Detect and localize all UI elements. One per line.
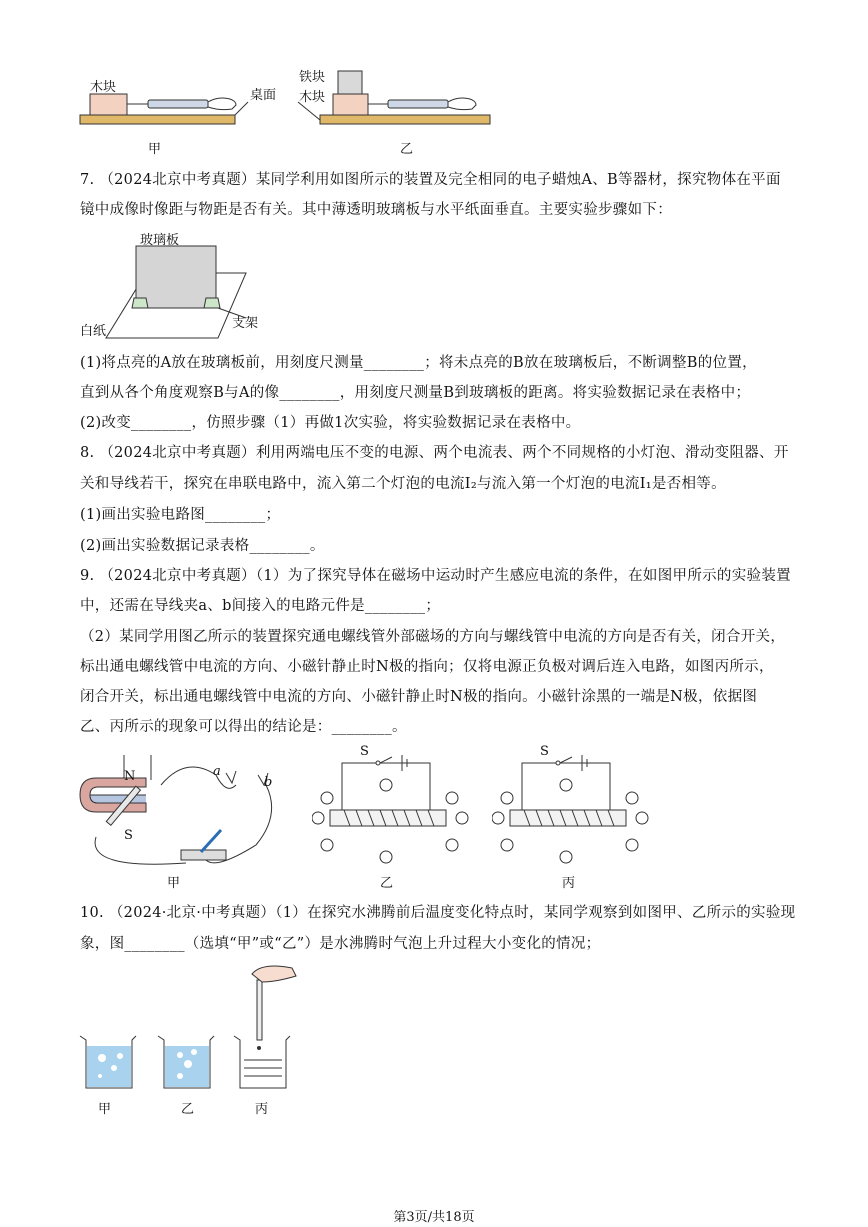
q10-line1: 10. （2024·北京·中考真题）（1）在探究水沸腾前后温度变化特点时，某同学观察到如图甲、乙所示的实验现 <box>80 905 796 921</box>
label-clip-b: b <box>264 775 273 790</box>
q7-step1a: (1)将点亮的A放在玻璃板前，用刻度尺测量________；将未点亮的B放在玻璃板后，不断调整B的位置， <box>80 355 757 371</box>
label-wood-block-2: 木块 <box>299 90 326 105</box>
label-switch-yi: S <box>360 744 369 759</box>
friction-figure <box>70 62 510 162</box>
label-white-paper: 白纸 <box>80 324 107 339</box>
label-magnet-s: S <box>124 828 133 843</box>
label-clip-a: a <box>213 764 221 779</box>
induction-figure <box>76 745 296 875</box>
page-footer: 第3页/共18页 <box>393 1210 475 1225</box>
caption-jia: 甲 <box>148 142 162 157</box>
caption-fig-jia: 甲 <box>167 876 181 891</box>
q10-line2: 象，图________（选填“甲”或“乙”）是水沸腾时气泡上升过程大小变化的情况； <box>80 936 601 952</box>
caption-beaker-yi: 乙 <box>181 1102 195 1117</box>
label-wood-block: 木块 <box>90 80 117 95</box>
q7-line2: 镜中成像时像距与物距是否有关。其中薄透明玻璃板与水平纸面垂直。主要实验步骤如下： <box>80 202 672 218</box>
caption-yi: 乙 <box>400 142 414 157</box>
q9-line2: 中，还需在导线夹a、b间接入的电路元件是________； <box>80 598 441 614</box>
caption-fig-yi: 乙 <box>380 876 394 891</box>
q8-line2: 关和导线若干，探究在串联电路中，流入第二个灯泡的电流I₂与流入第一个灯泡的电流I₁是否相等。 <box>80 476 726 492</box>
label-desk-surface: 桌面 <box>250 88 277 103</box>
q9-line3: （2）某同学用图乙所示的装置探究通电螺线管外部磁场的方向与螺线管中电流的方向是否有关，闭合开关， <box>80 629 786 645</box>
label-switch-bing: S <box>540 744 549 759</box>
label-iron-block: 铁块 <box>299 70 326 85</box>
caption-beaker-bing: 丙 <box>255 1102 269 1117</box>
caption-beaker-jia: 甲 <box>98 1102 112 1117</box>
q8-step1: (1)画出实验电路图________； <box>80 507 281 523</box>
q9-line4: 标出通电螺线管中电流的方向、小磁针静止时N极的指向；仅将电源正负极对调后连入电路，如图丙所示， <box>80 659 774 675</box>
solenoid-figure-yi <box>312 745 472 875</box>
boiling-figure <box>76 960 316 1095</box>
q7-step2: (2)改变________，仿照步骤（1）再做1次实验，将实验数据记录在表格中。 <box>80 415 581 431</box>
label-support: 支架 <box>232 316 259 331</box>
q8-line1: 8. （2024北京中考真题）利用两端电压不变的电源、两个电流表、两个不同规格的小灯泡、滑动变阻器、开 <box>80 445 789 461</box>
label-glass-plate: 玻璃板 <box>140 233 180 248</box>
q9-line5: 闭合开关，标出通电螺线管中电流的方向、小磁针静止时N极的指向。小磁针涂黑的一端是N极，依据图 <box>80 689 758 705</box>
solenoid-figure-bing <box>492 745 652 875</box>
label-magnet-n: N <box>124 769 136 784</box>
q9-line6: 乙、丙所示的现象可以得出的结论是：________。 <box>80 719 407 735</box>
q7-step1b: 直到从各个角度观察B与A的像________，用刻度尺测量B到玻璃板的距离。将实验数据记录在表格中； <box>80 385 751 401</box>
q7-line1: 7. （2024北京中考真题）某同学利用如图所示的装置及完全相同的电子蜡烛A、B等器材，探究物体在平面 <box>80 172 781 188</box>
q8-step2: (2)画出实验数据记录表格________。 <box>80 538 325 554</box>
caption-fig-bing: 丙 <box>562 876 576 891</box>
q9-line1: 9. （2024北京中考真题）（1）为了探究导体在磁场中运动时产生感应电流的条件，在如图甲所示的实验装置 <box>80 568 791 584</box>
